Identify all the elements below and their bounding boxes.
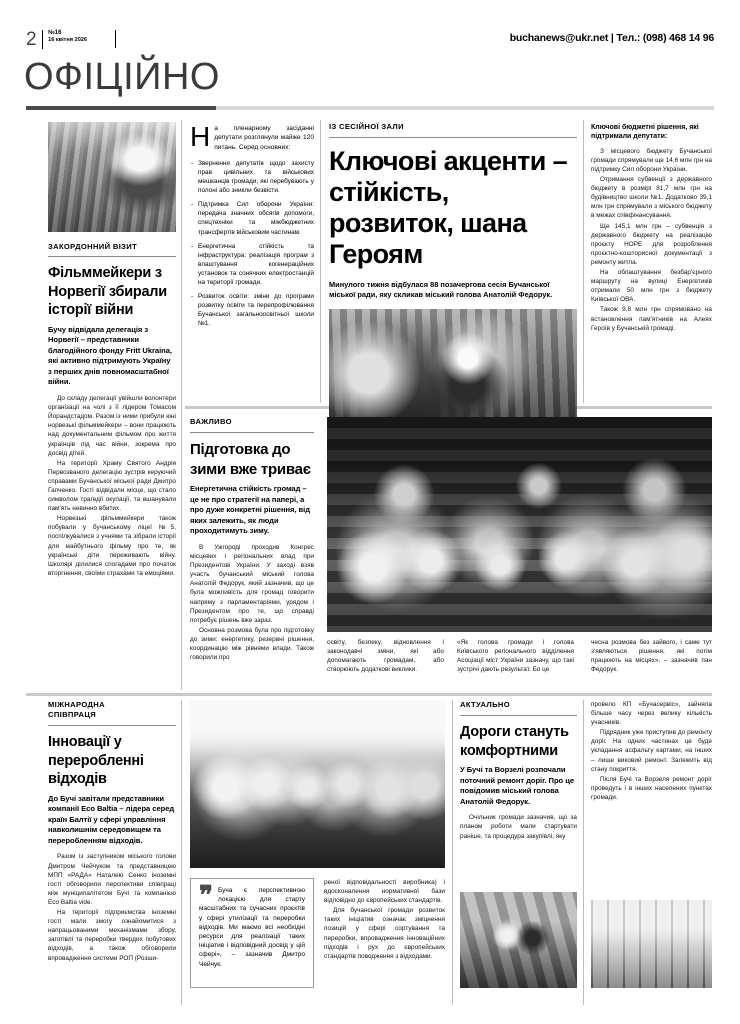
kicker-rule-main [329, 137, 577, 138]
column-rule-4 [181, 700, 182, 1005]
paragraph: провело КП «Бучасервіс», зайняла більше часу через велику кількість учасників. [591, 701, 712, 727]
important-text-column [190, 417, 314, 663]
pull-quote [190, 878, 314, 988]
drop-cap: Н [190, 121, 211, 152]
paragraph: Ще 145,1 млн грн – субвенція з державного бюджету на реалізацію проєкту НОРЕ для розроблення проєктно-кошторисної документації з ремонту житла. [591, 222, 712, 266]
column-rule-2 [320, 120, 321, 403]
headline-innovations: Інновації у переробленні відходів [48, 734, 144, 787]
heading-budget: Ключові бюджетні рішення, які підтримали депутати: [591, 124, 699, 141]
kicker-rule-intl [48, 725, 176, 726]
session-decisions-list [190, 159, 314, 329]
section-rule-bottom [26, 693, 712, 696]
quote-text: Буча є перспективною локацією для старту масштабних та сучасних проєктів у сфері утилізації та переробки відходів. Ми маємо всі необхідні ресурси для реалізації таких ініціатив і відповідний досвід у цій сфері», – зазначив Дмитро Чейчук. [199, 887, 305, 968]
body-filmmakers [48, 394, 176, 578]
page-number: 2 [26, 29, 37, 50]
kicker-mizhnarodna-spivpratsia [48, 700, 176, 720]
paragraph: «Як голова громади і голова Київського регіонального відділення Асоціації міст України зазначу, що такі зустрічі дають результат. Бо це [457, 639, 574, 674]
issue-date: 16 квітня 2026 [48, 36, 88, 43]
paragraph: На облаштування безбар'єрного маршруту на вулиці Енергетиків отримали 50 млн грн з бюджету Київської ОВА. [591, 269, 712, 304]
standfirst-winter: Енергетична стійкість громад – це не про стратегії на папері, а про дуже конкретні рішення, від яких залежить, як люди проходитимуть зиму. [190, 484, 311, 536]
paragraph: Підрядник уже приступив до ремонту доріг. На одних частинах це буде укладання асфальту картами, на інших – лише виковий ремонт. Залежить від стану покриття. [591, 729, 712, 773]
lead-text: а пленарному засіданні депутати розглянули майже 120 питань. Серед основних: [214, 125, 314, 151]
photo-gallery-visit [48, 122, 176, 232]
kicker-vazhlyvo: ВАЖЛИВО [190, 417, 232, 426]
paragraph: освіту, безпеку, відновлення і законодавчі зміни, які або допомагають громадам, або створюють додаткові виклики. [327, 639, 444, 674]
paragraph: На території підприємства іноземні гості мали змогу ознайомитися з напрацьованими механізмами збору, заготівлі та переробки твердих побутових відходів, а також обговорили впровадження системи РОП (Розши- [48, 909, 176, 962]
photo-congress-hall [327, 417, 712, 632]
paragraph: Норвезькі фільммейкери також побували у бучанському ліцеї №5, поспілкувалися з учнями та зібрали історії для майбутнього фільму про те, як українські діти переживають війну. Школярі ділилися спогадами про початок вторгнення, своїми страхами та емоціями. [48, 515, 176, 577]
body-budget [591, 147, 712, 333]
paragraph: До складу делегації увійшли волонтери організації на чолі з її лідером Томасом Йорандстадом. Разом із ними прибули юні норвезькі фільммейкери – вони працюють над документальним фільмом про життя українців під час війни, зокрема про досвід дітей. [48, 395, 176, 457]
important-below-col3 [591, 638, 712, 675]
list-item: - Звернення депутатів щодо захисту прав цивільних та військових мешканців громади, які перебувають у полоні або зникли безвісти. [190, 159, 314, 195]
paragraph: Після Бучі та Ворзеля ремонт доріг проведуть і в інших населених пунктах громади. [591, 775, 712, 801]
kicker-rule-important [190, 432, 314, 433]
kicker-line-2: СПІВПРАЦЯ [48, 710, 97, 719]
photo-session-podium [329, 309, 577, 432]
headline-filmmakers: Фільммейкери з Норвегії збирали історії війни [48, 265, 167, 318]
body-winter [190, 543, 314, 662]
paragraph: Отримання субвенції з державного бюджету в розмірі 81,7 млн грн на будівництво школи №1. Додатково 39,1 млн грн спрямували з міського бюджету в межах співфінансування. [591, 176, 712, 220]
column-rule-3 [583, 120, 584, 403]
column-international [48, 700, 176, 964]
issue-block [42, 30, 87, 49]
aktualno-continuation [591, 700, 712, 803]
kicker-aktualno: АКТУАЛЬНО [460, 700, 511, 709]
main-story [329, 122, 577, 432]
body-roads [460, 813, 577, 840]
list-item: - Підтримка Сил оборони України: передача значних обсягів допомоги, спецтехніки та міжбюджетних трансфертів військовим частинам. [190, 200, 314, 236]
column-two [190, 121, 314, 333]
standfirst-roads: У Бучі та Ворзелі розпочали поточний ремонт доріг. Про це повідомив міський голова Анатолій Федорук. [460, 765, 574, 806]
contact-info: buchanews@ukr.net | Тел.: (098) 468 14 96 [509, 32, 714, 44]
standfirst-filmmakers: Бучу відвідала делегація з Норвегії – представники благодійного фонду Fritt Ukraina, які активно підтримують Україну з перших днів повномасштабної війни. [48, 324, 172, 387]
paragraph: Очільник громади зазначив, що за планом роботи мали стартувати раніше, та процедура закупівлі, яку [460, 814, 577, 840]
standfirst-innovations: До Бучі завітали представники компанії Eco Baltia – лідера серед країн Балтії у сфері управління навколишнім середовищем та переробленням відходів. [48, 793, 175, 845]
kicker-line-1: МІЖНАРОДНА [48, 700, 105, 709]
masthead-left [26, 30, 116, 49]
standfirst-main: Минулого тижня відбулася 88 позачергова сесія Бучанської міської ради, яку скликав міський голова Анатолій Федорук. [329, 280, 553, 300]
lead-paragraph [190, 121, 314, 152]
column-budget [591, 123, 712, 334]
paragraph: В Ужгороді проходив Конгрес місцевих і регіональних влад при Президентові України. У заході взяв участь бучанський міський голова Анатолій Федорук, який зазначив, що це була можливість для громад говорити напряму з парламентаріями, урядом і Президентом про те, що справді потребує рішень вже зараз. [190, 543, 314, 624]
headline-roads: Дороги стануть комфортними [460, 724, 569, 759]
photo-road-works [460, 892, 577, 988]
paragraph: На території Храму Святого Андрія Первозваного делегацію зустрів керуючий справами Бучанської міської ради Дмитро Гапченко. Гості відвідали місце, що стало символом трагедії окупації, та вшанували пам'ять невинно вбитих. [48, 459, 176, 513]
headline-main: Ключові акценти – стійкість, розвиток, шана Героям [329, 146, 568, 269]
list-item: - Енергетична стійкість та інфраструктура: реалізація програм з влаштування когенераційних установок та сонячних електростанцій на території громади. [190, 242, 314, 287]
paragraph: Для бучанської громади розвиток таких ініціатив означає зміцнення позицій у сфері сортування та переробки, впровадження інноваційних підходів і рух до європейських стандартів поводження з відходами. [324, 907, 445, 960]
column-rule-6 [583, 700, 584, 1005]
column-rule-1 [181, 120, 182, 690]
body-innovations [48, 852, 176, 962]
column-aktualno [460, 700, 577, 842]
important-below-col2 [457, 638, 574, 675]
column-one [48, 122, 176, 579]
column-rule-5 [452, 700, 453, 1005]
kicker-zakordonnyi-vizyt: ЗАКОРДОННИЙ ВІЗИТ [48, 242, 138, 251]
kicker-iz-sesiynoi-zaly: ІЗ СЕСІЙНОЇ ЗАЛИ [329, 122, 404, 131]
paragraph: чесна розмова без зайвого, і саме тут з'являються рішення, які потім працюють на місцях», – зазначив пан Федорук. [591, 639, 712, 674]
issue-number: №16 [48, 30, 62, 36]
paragraph: З місцевого бюджету Бучанської громади спрямували ще 14,6 млн грн на підтримку Сил оборони України. [591, 147, 712, 173]
kicker-rule [48, 256, 176, 257]
kicker-rule-aktualno [460, 715, 577, 716]
quote-mark-icon: ❞ [199, 881, 213, 910]
quote-body [199, 881, 305, 969]
title-rule [26, 106, 714, 110]
important-below-col1 [327, 638, 444, 675]
paragraph: реної відповідальності виробника) і вдосконалення нормативної бази відповідно до європейських стандартів. [324, 879, 445, 905]
paragraph: Також 9,8 млн грн спрямовано на встановлення пам'ятників на Алеях Героїв у Бучанській громаді. [591, 306, 712, 332]
paragraph: Разом із заступником міського голови Дмитром Чейчуком та представницею МПП «РАДА» Наталею Сенко іноземні гості обговорили перспективи співпраці між муніципалітетом Бучі та компанією Eco Baltia vide. [48, 853, 176, 906]
paragraph: Основна розмова була про підготовку до зими: енергетику, резервні рішення, координацію між рівнями влади. Також говорили про [190, 626, 314, 662]
photo-delegation [190, 700, 445, 868]
list-item: - Розвиток освіти: зміни до програми розвитку освіти та перепрофілювання Бучанської загальноосвітньої школи №1. [190, 292, 314, 328]
page-title: ОФІЦІЙНО [24, 56, 220, 98]
intl-continuation [324, 878, 445, 962]
masthead-divider [115, 30, 116, 48]
headline-winter: Підготовка до зими вже триває [190, 441, 311, 478]
photo-power-poles [591, 900, 712, 988]
